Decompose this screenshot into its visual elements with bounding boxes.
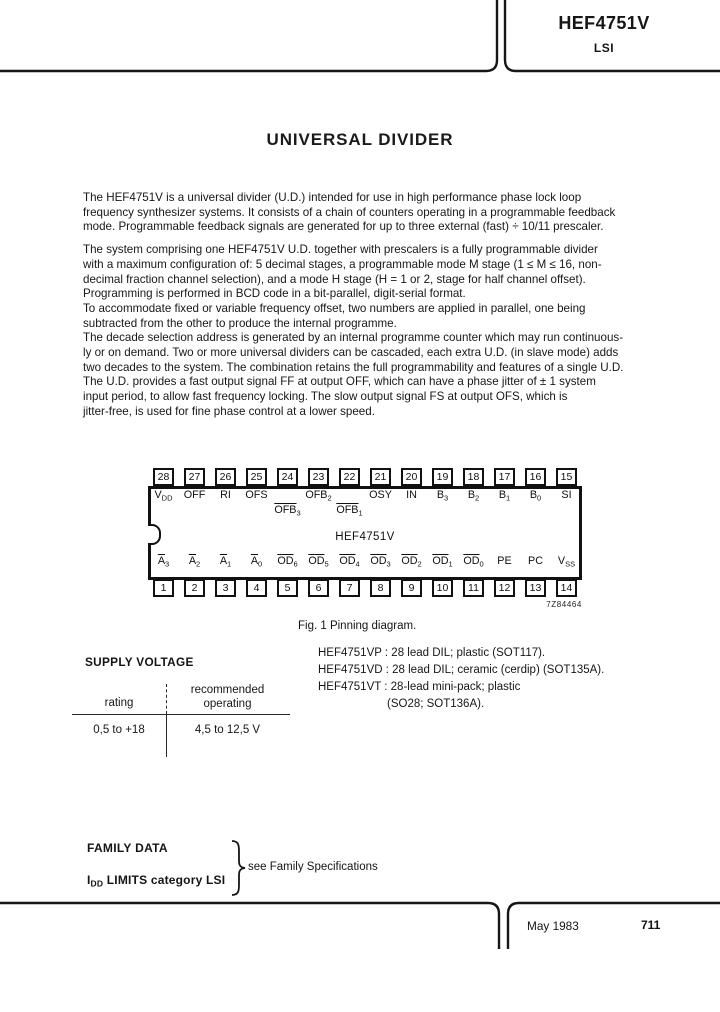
pin-name: $\overline{OD}$: [432, 555, 449, 567]
pin-number: 10: [432, 579, 453, 597]
family-note: see Family Specifications: [248, 861, 378, 873]
pin-name: $\overline{OD}$: [370, 555, 387, 567]
idd-symbol: I: [87, 873, 91, 887]
idd-limits-line: [87, 873, 225, 887]
pin-name: $\overline{A}$: [188, 555, 197, 567]
pin-number: 1: [153, 579, 174, 597]
pin-name-subscript: 2: [475, 493, 480, 503]
pin-name: $\overline{B}$: [467, 489, 476, 501]
pin-label: [245, 489, 267, 501]
top-pin-numbers: [148, 468, 582, 486]
pin-cell-6: [303, 579, 334, 597]
pin-cell-27: [179, 468, 210, 486]
pin-name: SI: [561, 489, 572, 501]
pin-name-subscript: 1: [227, 559, 232, 569]
pin-label: [463, 555, 483, 567]
pin-label-cell-19: [427, 489, 458, 501]
pin-number: 14: [556, 579, 577, 597]
body-line: jitter-free, is used for fine phase control at a lower speed.: [83, 404, 375, 418]
pin-number: 4: [246, 579, 267, 597]
pin-name: OFS: [245, 489, 268, 501]
rating-header: rating: [72, 684, 167, 714]
pin-cell-21: [365, 468, 396, 486]
pin-cell-3: [210, 579, 241, 597]
chip-label: HEF4751V: [335, 531, 395, 543]
pin-cell-9: [396, 579, 427, 597]
pin-name-subscript: 2: [327, 493, 332, 503]
pin-name: $\overline{B}$: [436, 489, 445, 501]
pin-number: 5: [277, 579, 298, 597]
supply-voltage-header-row: [72, 684, 290, 715]
pin-label-cell-12: [489, 555, 520, 567]
footer-date: May 1983: [527, 919, 579, 933]
pin-label: [558, 555, 575, 567]
pin-cell-8: [365, 579, 396, 597]
pin-label-cell-28: [148, 489, 179, 501]
idd-subscript: DD: [90, 878, 104, 889]
body-line: subtracted from the other to produce the internal programme.: [83, 316, 397, 330]
pin-name-subscript: DD: [161, 493, 173, 503]
pin-label: [528, 555, 543, 567]
pin-label: [437, 489, 448, 501]
pin-label: [251, 555, 262, 567]
pin-cell-7: [334, 579, 365, 597]
pin-cell-2: [179, 579, 210, 597]
pin-name-subscript: 0: [258, 559, 263, 569]
pin-number: 19: [432, 468, 453, 486]
pin-name-subscript: 3: [165, 559, 170, 569]
operating-value: 4,5 to 12,5 V: [194, 724, 261, 736]
pin-number: 28: [153, 468, 174, 486]
body-line: frequency synthesizer systems. It consists of a chain of counters operating in a programmable feedback: [83, 205, 616, 219]
pin-cell-19: [427, 468, 458, 486]
pin-cell-20: [396, 468, 427, 486]
body-line: The HEF4751V is a universal divider (U.D.) intended for use in high performance phase lock loop: [83, 191, 582, 204]
pin-cell-4: [241, 579, 272, 597]
pin-label: [220, 555, 231, 567]
pin-number: 24: [277, 468, 298, 486]
body-line: two decades to the system. The combination retains the full programmability and features of a single U.D.: [83, 360, 624, 374]
pin-label: [308, 555, 328, 567]
pin-cell-18: [458, 468, 489, 486]
body-line: The U.D. provides a fast output signal FF at output OFF, which can have a phase jitter of ± 1 system: [83, 375, 596, 389]
pin-name-subscript: 3: [386, 559, 391, 569]
description-text: [83, 191, 658, 420]
pin-label: [499, 489, 510, 501]
pin-label-cell-27: [179, 489, 210, 501]
pin-number: 2: [184, 579, 205, 597]
family-tag: LSI: [593, 41, 615, 55]
pin-number: 21: [370, 468, 391, 486]
pin-label-cell-16: [520, 489, 551, 501]
pin-name: $\overline{B}$: [529, 489, 538, 501]
pin-label: [370, 555, 390, 567]
operating-header-line1: recommended: [190, 684, 265, 696]
page-title: UNIVERSAL DIVIDER: [266, 130, 454, 149]
pin-name-subscript: 2: [417, 559, 422, 569]
pin-name: $\overline{OFB}$: [305, 489, 328, 501]
pin-name-subscript: 6: [293, 559, 298, 569]
pin-label: [277, 555, 297, 567]
pin-cell-25: [241, 468, 272, 486]
pin-name: PC: [528, 555, 543, 567]
pin-label-cell-1: [148, 555, 179, 567]
pin-number: 15: [556, 468, 577, 486]
pin-label-cell-25: [241, 489, 272, 501]
pin-number: 3: [215, 579, 236, 597]
pin-number: 6: [308, 579, 329, 597]
pin-label: [401, 555, 421, 567]
pin-label: [497, 555, 511, 567]
pin-name: $\overline{OD}$: [401, 555, 418, 567]
pin-label-cell-17: [489, 489, 520, 501]
pin-name: PE: [497, 555, 512, 567]
pin-label-cell-8: [365, 555, 396, 567]
pin-label-cell-6: [303, 555, 334, 567]
pin-name: V: [154, 489, 162, 501]
package-line: (SO28; SOT136A).: [387, 698, 485, 710]
footer-left-rule: [0, 903, 499, 949]
supply-voltage-table: [72, 684, 290, 757]
supply-voltage-heading: SUPPLY VOLTAGE: [85, 655, 194, 669]
pin-name-subscript: 5: [324, 559, 329, 569]
pin-label: [274, 504, 300, 516]
pin-number: 18: [463, 468, 484, 486]
pin-name-subscript: 3: [444, 493, 449, 503]
footer-page-number: 711: [641, 918, 661, 932]
pin-number: 8: [370, 579, 391, 597]
pin-name: $\overline{OFB}$: [336, 504, 359, 516]
pin-label: [220, 489, 231, 501]
pin-name: $\overline{OFB}$: [274, 504, 297, 516]
pin-number: 20: [401, 468, 422, 486]
pin-name-subscript: 0: [479, 559, 484, 569]
pin-label-cell-7: [334, 555, 365, 567]
pin-label: [561, 489, 571, 501]
pin-cell-23: [303, 468, 334, 486]
body-line: input period, to allow fast frequency locking. The slow output signal FS at output OFS, which is: [83, 390, 568, 404]
pin-name: $\overline{OSY}$: [369, 489, 392, 501]
pin-name: $\overline{OD}$: [308, 555, 325, 567]
pin-label-cell-21: [365, 489, 396, 501]
pin-label: [432, 555, 452, 567]
pin-label-cell-3: [210, 555, 241, 567]
pin-cell-5: [272, 579, 303, 597]
figure-caption: Fig. 1 Pinning diagram.: [298, 620, 417, 632]
pin-name-subscript: 4: [355, 559, 360, 569]
pin-name: $\overline{OD}$: [277, 555, 294, 567]
operating-header: [167, 684, 288, 714]
body-line: The system comprising one HEF4751V U.D. together with prescalers is a fully programmable divider: [83, 243, 598, 257]
pin-name-subscript: SS: [565, 559, 576, 569]
pin-number: 9: [401, 579, 422, 597]
pin-label: [369, 489, 392, 501]
pin-name-subscript: 1: [506, 493, 511, 503]
pin-cell-17: [489, 468, 520, 486]
pin-label-cell-11: [458, 555, 489, 567]
body-line: Programming is performed in BCD code in a bit-parallel, digit-serial format.: [83, 287, 466, 301]
pin-label-cell-10: [427, 555, 458, 567]
pin-label: [339, 555, 359, 567]
pin-name: V: [557, 555, 566, 567]
pin-cell-14: [551, 579, 582, 597]
pin-label: [305, 489, 331, 501]
pin-name: $\overline{A}$: [157, 555, 166, 567]
pin-cell-22: [334, 468, 365, 486]
pin-label: [154, 489, 172, 501]
pin-label-cell-14: [551, 555, 582, 567]
pin-name-subscript: 1: [448, 559, 453, 569]
family-data-heading: FAMILY DATA: [87, 841, 168, 855]
pin-label-cell-9: [396, 555, 427, 567]
pin-cell-11: [458, 579, 489, 597]
pin-name: $\overline{A}$: [219, 555, 228, 567]
pin-label: [530, 489, 541, 501]
pin-number: 25: [246, 468, 267, 486]
package-line: HEF4751VT : 28-lead mini-pack; plastic: [318, 681, 521, 693]
pin-label-cell-24: [272, 489, 303, 518]
pinning-diagram: [148, 467, 582, 617]
pin-name: $\overline{B}$: [498, 489, 507, 501]
pin-number: 17: [494, 468, 515, 486]
pin-number: 7: [339, 579, 360, 597]
package-line: HEF4751VD : 28 lead DIL; ceramic (cerdip) (SOT135A).: [318, 664, 605, 676]
body-line: ly or on demand. Two or more universal dividers can be cascaded, each extra U.D. (in slave mode) adds: [83, 346, 619, 360]
pin-label: [468, 489, 479, 501]
pin-label: [158, 555, 169, 567]
bottom-pin-numbers: [148, 579, 582, 597]
brace-icon: [229, 839, 247, 897]
pin-number: 27: [184, 468, 205, 486]
pin-number: 26: [215, 468, 236, 486]
pin-number: 16: [525, 468, 546, 486]
pin-label: [336, 504, 362, 516]
idd-rest: LIMITS category LSI: [103, 873, 226, 887]
package-variants: [318, 645, 604, 713]
pin-label-cell-4: [241, 555, 272, 567]
pin-number: 13: [525, 579, 546, 597]
pin-label-cell-2: [179, 555, 210, 567]
pin-number: 22: [339, 468, 360, 486]
body-line: decimal fraction channel selection), and a mode H stage (H = 1 or 2, stage for half channel offset).: [83, 272, 586, 286]
pin-label-cell-23: [303, 489, 334, 501]
pin-name: $\overline{OD}$: [339, 555, 356, 567]
bottom-pin-labels: [148, 555, 582, 567]
header-tab: [540, 13, 668, 55]
pin-label: [189, 555, 200, 567]
body-line: The decade selection address is generated by an internal programme counter which may run continuous-: [83, 331, 624, 345]
pin-label-cell-13: [520, 555, 551, 567]
body-line: mode. Programmable feedback signals are generated for up to three external (fast) ÷ 10/11 prescaler.: [83, 220, 604, 234]
pin-cell-12: [489, 579, 520, 597]
top-pin-labels: [148, 489, 582, 518]
pin-name: OFF: [183, 489, 206, 501]
pin-cell-24: [272, 468, 303, 486]
part-number: HEF4751V: [558, 13, 650, 33]
pin-cell-10: [427, 579, 458, 597]
pin-name: $\overline{RI}$: [220, 489, 231, 501]
pin-number: 23: [308, 468, 329, 486]
pin-label-cell-18: [458, 489, 489, 501]
pin-name: $\overline{OD}$: [463, 555, 480, 567]
pin-number: 11: [463, 579, 484, 597]
pin-name-subscript: 3: [296, 508, 301, 518]
pin-label-cell-22: [334, 489, 365, 518]
body-line: To accommodate fixed or variable frequency offset, two numbers are applied in parallel, one being: [83, 301, 586, 315]
pin-name: IN: [406, 489, 417, 501]
pin-name: $\overline{A}$: [250, 555, 259, 567]
operating-header-line2: operating: [203, 697, 252, 710]
pin-label-cell-5: [272, 555, 303, 567]
pin-name-subscript: 2: [196, 559, 201, 569]
diagram-code: 7Z84464: [546, 600, 582, 609]
rating-value: 0,5 to +18: [72, 715, 167, 757]
pin-name-subscript: 0: [537, 493, 542, 503]
pin-cell-28: [148, 468, 179, 486]
pin-number: 12: [494, 579, 515, 597]
pin-label: [184, 489, 206, 501]
pin-label-cell-26: [210, 489, 241, 501]
pin-label: [406, 489, 417, 501]
pin-label-cell-20: [396, 489, 427, 501]
supply-voltage-value-row: [72, 715, 290, 757]
pin-cell-1: [148, 579, 179, 597]
pin-label-cell-15: [551, 489, 582, 501]
pin-cell-13: [520, 579, 551, 597]
pin-cell-15: [551, 468, 582, 486]
pin-cell-16: [520, 468, 551, 486]
package-line: HEF4751VP : 28 lead DIL; plastic (SOT117).: [318, 647, 546, 659]
body-line: with a maximum configuration of: 5 decimal stages, a programmable mode M stage (1 ≤ M ≤ 16, non-: [83, 257, 602, 271]
header-left-rule: [0, 0, 497, 71]
pin-name-subscript: 1: [358, 508, 363, 518]
pin-cell-26: [210, 468, 241, 486]
